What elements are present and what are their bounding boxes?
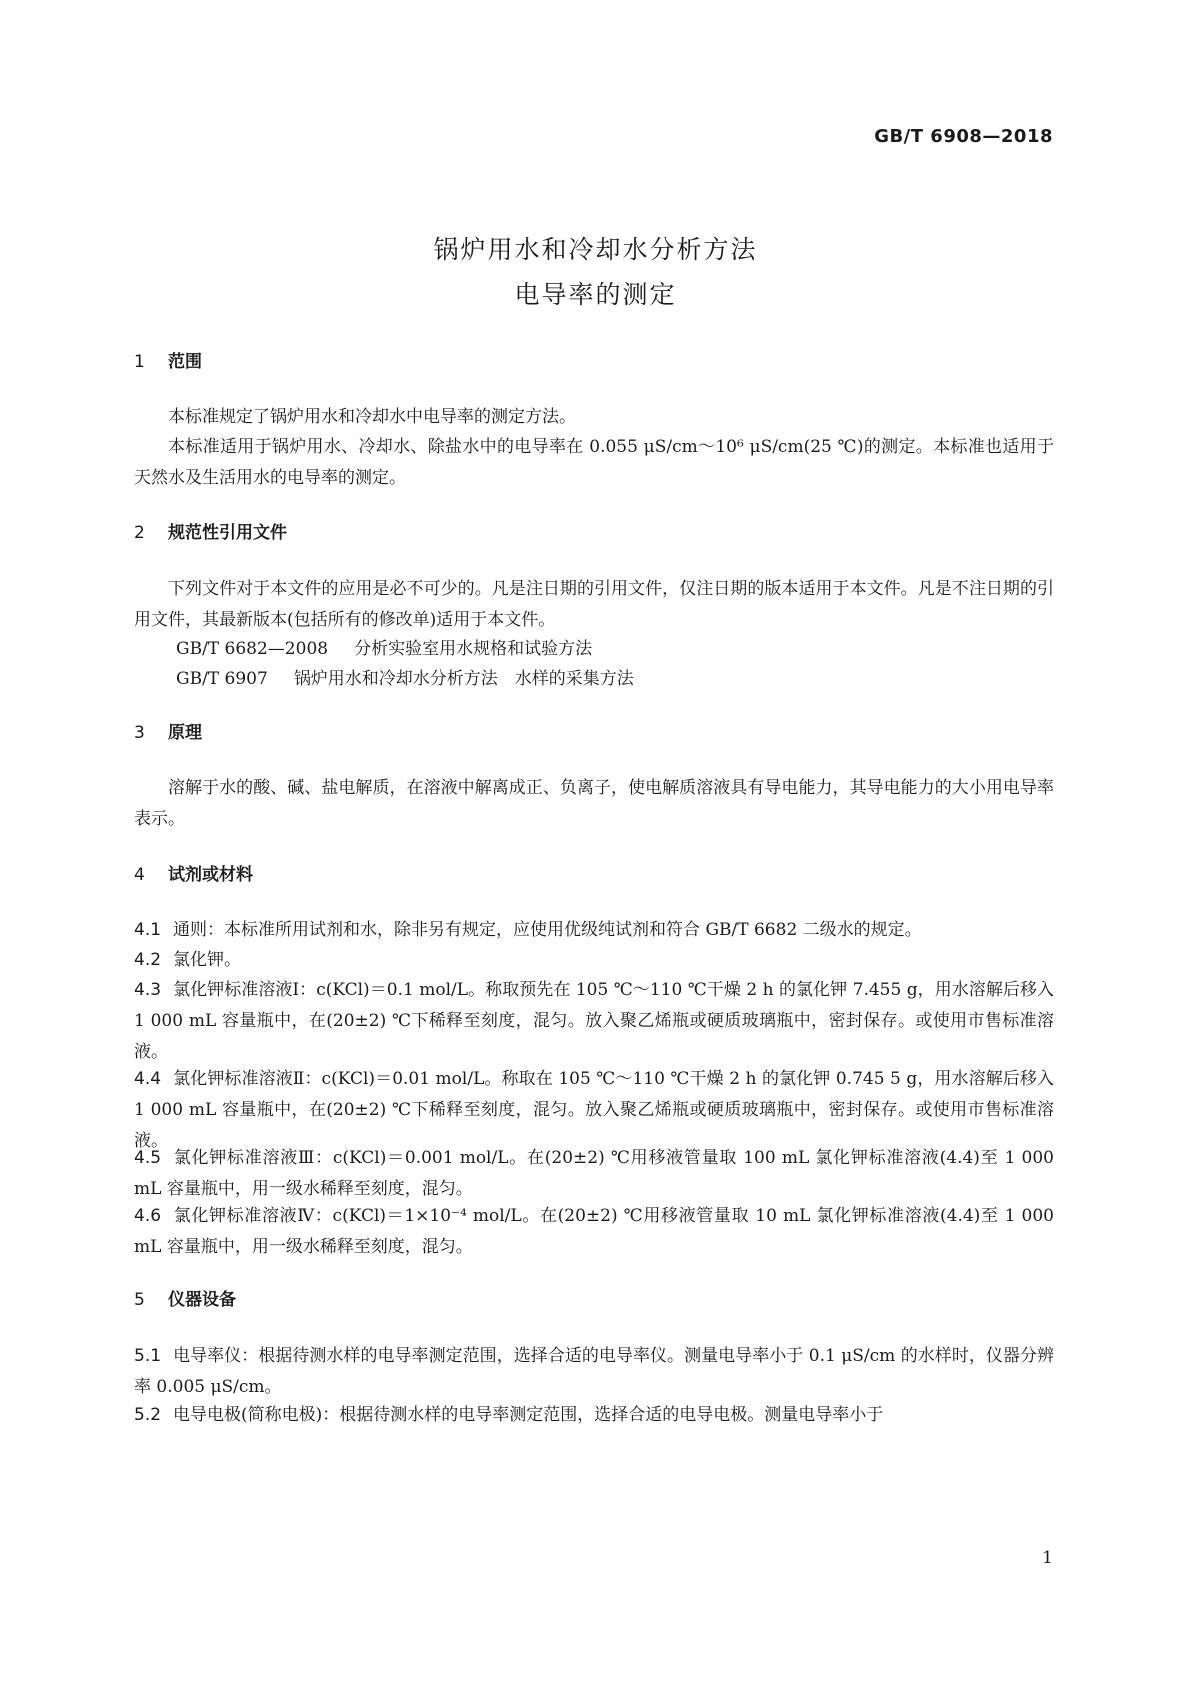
paragraph: 本标准适用于锅炉用水、冷却水、除盐水中的电导率在 0.055 μS/cm～10⁶ μS/cm(25 ℃)的测定。本标准也适用于天然水及生活用水的电导率的测定。 bbox=[134, 437, 1054, 488]
paragraph: 溶解于水的酸、碱、盐电解质，在溶液中解离成正、负离子，使电解质溶液具有导电能力，其导电能力的大小用电导率表示。 bbox=[134, 778, 1054, 829]
reference-code: GB/T 6907 bbox=[176, 669, 268, 689]
section-title: 原理 bbox=[168, 723, 202, 743]
reference-code: GB/T 6682—2008 bbox=[176, 639, 329, 659]
clause-number: 4.4 bbox=[134, 1069, 162, 1089]
clause-text: 氯化钾标准溶液Ⅲ：c(KCl)＝0.001 mol/L。在(20±2) ℃用移液管量取 100 mL 氯化钾标准溶液(4.4)至 1 000 mL 容量瓶中，用一级水稀释至刻度，混匀。 bbox=[134, 1148, 1054, 1199]
clause-number: 5.2 bbox=[134, 1405, 162, 1425]
clause-number: 4.3 bbox=[134, 980, 162, 1000]
clause-number: 5.1 bbox=[134, 1346, 162, 1366]
clause bbox=[134, 975, 1054, 1068]
clause-text: 氯化钾标准溶液Ⅰ：c(KCl)＝0.1 mol/L。称取预先在 105 ℃～110 ℃干燥 2 h 的氯化钾 7.455 g，用水溶解后移入 1 000 mL 容量瓶中，在(20±2) ℃下稀释至刻度，混匀。放入聚乙烯瓶或硬质玻璃瓶中，密封保存。或使用市售标准溶液。 bbox=[134, 980, 1054, 1062]
normative-reference bbox=[176, 634, 592, 659]
standard-number: GB/T 6908—2018 bbox=[874, 126, 1053, 147]
clause-number: 4.5 bbox=[134, 1148, 162, 1168]
section-title: 试剂或材料 bbox=[168, 865, 253, 885]
clause bbox=[134, 1400, 1054, 1431]
section-heading-4 bbox=[134, 860, 253, 885]
section-heading-2 bbox=[134, 518, 287, 543]
clause bbox=[134, 1201, 1054, 1263]
clause-number: 4.1 bbox=[134, 920, 162, 940]
document-title-line1: 锅炉用水和冷却水分析方法 bbox=[433, 235, 758, 264]
section-number: 3 bbox=[134, 723, 145, 743]
section-title: 规范性引用文件 bbox=[168, 523, 287, 543]
clause bbox=[134, 915, 1054, 946]
clause-text: 通则：本标准所用试剂和水，除非另有规定，应使用优级纯试剂和符合 GB/T 6682 二级水的规定。 bbox=[173, 920, 922, 940]
page-number: 1 bbox=[1042, 1548, 1053, 1568]
clause-number: 4.6 bbox=[134, 1206, 162, 1226]
section-heading-1 bbox=[134, 347, 202, 372]
clause-text: 氯化钾。 bbox=[173, 950, 242, 970]
section-title: 仪器设备 bbox=[168, 1290, 236, 1310]
reference-title: 分析实验室用水规格和试验方法 bbox=[354, 639, 593, 659]
section-number: 5 bbox=[134, 1290, 145, 1310]
clause-text: 氯化钾标准溶液Ⅳ：c(KCl)＝1×10⁻⁴ mol/L。在(20±2) ℃用移液管量取 10 mL 氯化钾标准溶液(4.4)至 1 000 mL 容量瓶中，用一级水稀释至刻度，混匀。 bbox=[134, 1206, 1054, 1257]
section-number: 4 bbox=[134, 865, 145, 885]
clause bbox=[134, 945, 1054, 976]
paragraph: 本标准规定了锅炉用水和冷却水中电导率的测定方法。 bbox=[168, 407, 576, 427]
section-title: 范围 bbox=[168, 352, 202, 372]
normative-reference bbox=[176, 664, 634, 689]
reference-title: 锅炉用水和冷却水分析方法 水样的采集方法 bbox=[293, 669, 634, 689]
clause-text: 电导率仪：根据待测水样的电导率测定范围，选择合适的电导率仪。测量电导率小于 0.1 μS/cm 的水样时，仪器分辨率 0.005 μS/cm。 bbox=[134, 1346, 1054, 1397]
section-heading-5 bbox=[134, 1285, 236, 1310]
section-heading-3 bbox=[134, 718, 202, 743]
document-title-line2: 电导率的测定 bbox=[514, 280, 677, 309]
clause-text: 氯化钾标准溶液Ⅱ：c(KCl)＝0.01 mol/L。称取在 105 ℃～110 ℃干燥 2 h 的氯化钾 0.745 5 g，用水溶解后移入 1 000 mL 容量瓶中，在(20±2) ℃下稀释至刻度，混匀。放入聚乙烯瓶或硬质玻璃瓶中，密封保存。或使用市售标准溶液。 bbox=[134, 1069, 1054, 1151]
clause bbox=[134, 1341, 1054, 1403]
section-number: 2 bbox=[134, 523, 145, 543]
clause-text: 电导电极(简称电极)：根据待测水样的电导率测定范围，选择合适的电导电极。测量电导率小于 bbox=[173, 1405, 884, 1425]
section-number: 1 bbox=[134, 352, 145, 372]
paragraph: 下列文件对于本文件的应用是必不可少的。凡是注日期的引用文件，仅注日期的版本适用于本文件。凡是不注日期的引用文件，其最新版本(包括所有的修改单)适用于本文件。 bbox=[134, 579, 1054, 630]
clause bbox=[134, 1143, 1054, 1205]
clause-number: 4.2 bbox=[134, 950, 162, 970]
